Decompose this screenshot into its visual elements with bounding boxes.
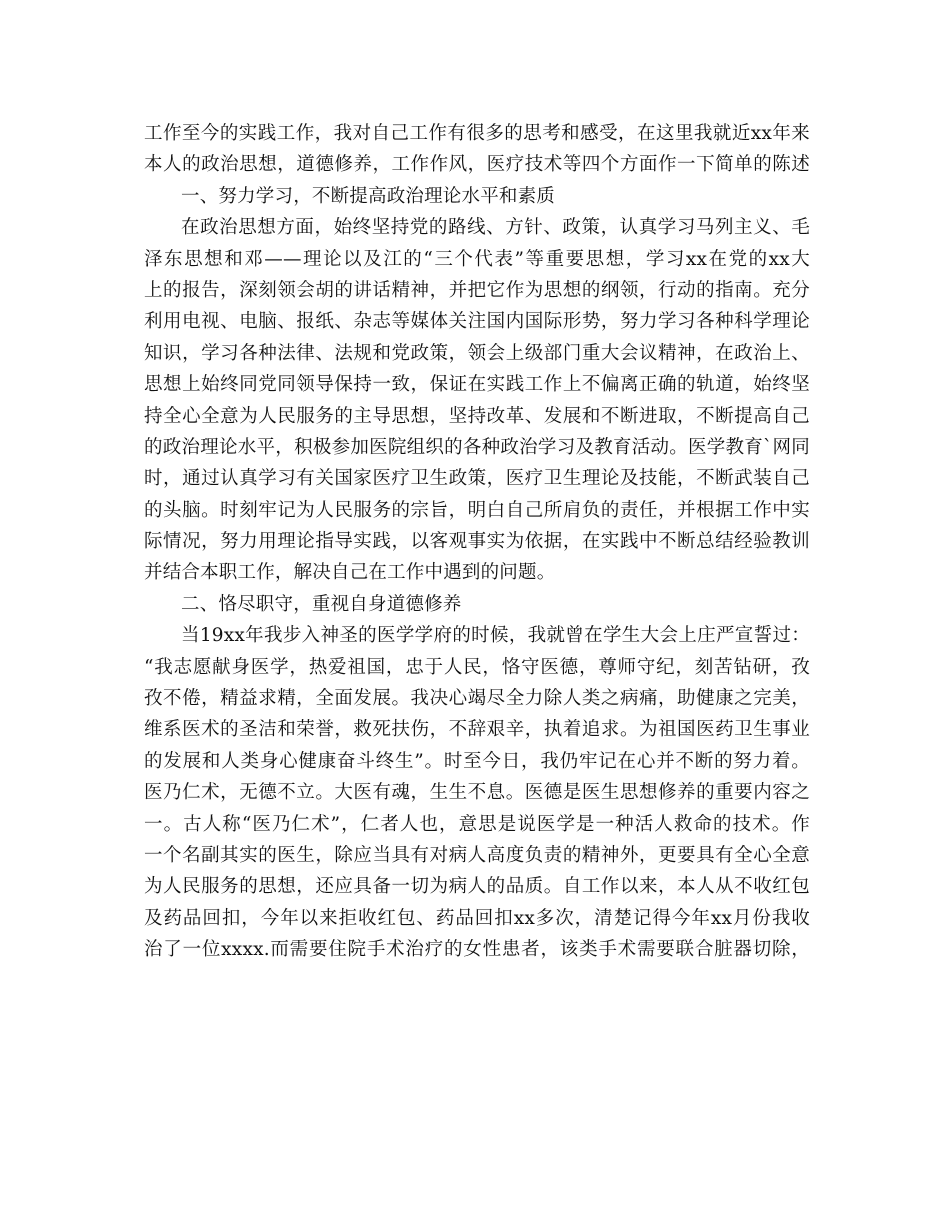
text-line: 持全心全意为人民服务的主导思想，坚持改革、发展和不断进取，不断提高自己 — [144, 405, 810, 427]
text-line: 上的报告，深刻领会胡的讲话精神，并把它作为思想的纲领，行动的指南。充分 — [144, 279, 810, 301]
text-line: 一。古人称“医乃仁术”，仁者人也，意思是说医学是一种活人救命的技术。作 — [144, 813, 810, 835]
text-line: 知识，学习各种法律、法规和党政策，领会上级部门重大会议精神，在政治上、 — [144, 342, 810, 364]
paragraph-end-line: 并结合本职工作，解决自己在工作中遇到的问题。 — [144, 562, 556, 584]
text-line: 治了一位xxxx.而需要住院手术治疗的女性患者，该类手术需要联合脏器切除， — [144, 939, 810, 961]
text-line: 思想上始终同党同领导保持一致，保证在实践工作上不偏离正确的轨道，始终坚 — [144, 374, 810, 396]
text-line: 的发展和人类身心健康奋斗终生”。时至今日，我仍牢记在心并不断的努力着。 — [144, 750, 810, 772]
text-line: 的政治理论水平，积极参加医院组织的各种政治学习及教育活动。医学教育`网同 — [144, 436, 810, 458]
text-line: 工作至今的实践工作，我对自己工作有很多的思考和感受，在这里我就近xx年来 — [144, 123, 810, 144]
section-heading: 一、努力学习，不断提高政治理论水平和素质 — [181, 185, 556, 207]
text-line: 本人的政治思想，道德修养，工作作风，医疗技术等四个方面作一下简单的陈述 — [144, 154, 810, 176]
text-line: 利用电视、电脑、报纸、杂志等媒体关注国内国际形势，努力学习各种科学理论 — [144, 311, 810, 333]
text-line: 泽东思想和邓——理论以及江的“三个代表”等重要思想，学习xx在党的xx大 — [144, 248, 810, 270]
text-line: “我志愿献身医学，热爱祖国，忠于人民，恪守医德，尊师守纪，刻苦钻研，孜 — [144, 656, 810, 678]
text-line: 维系医术的圣洁和荣誉，救死扶伤，不辞艰辛，执着追求。为祖国医药卫生事业 — [144, 719, 810, 741]
text-line: 时，通过认真学习有关国家医疗卫生政策，医疗卫生理论及技能，不断武装自己 — [144, 468, 810, 490]
text-line: 孜不倦，精益求精，全面发展。我决心竭尽全力除人类之病痛，助健康之完美， — [144, 688, 810, 710]
text-line: 一个名副其实的医生，除应当具有对病人高度负责的精神外，更要具有全心全意 — [144, 844, 810, 866]
section-heading: 二、恪尽职守，重视自身道德修养 — [181, 593, 462, 615]
paragraph-start-line: 在政治思想方面，始终坚持党的路线、方针、政策，认真学习马列主义、毛 — [181, 217, 810, 239]
text-line: 的头脑。时刻牢记为人民服务的宗旨，明白自己所肩负的责任，并根据工作中实 — [144, 499, 810, 521]
text-line: 际情况，努力用理论指导实践，以客观事实为依据，在实践中不断总结经验教训 — [144, 531, 810, 553]
text-line: 为人民服务的思想，还应具备一切为病人的品质。自工作以来，本人从不收红包 — [144, 876, 810, 898]
text-line: 及药品回扣，今年以来拒收红包、药品回扣xx多次，清楚记得今年xx月份我收 — [144, 907, 810, 929]
paragraph-start-line: 当19xx年我步入神圣的医学学府的时候，我就曾在学生大会上庄严宣誓过： — [181, 625, 810, 647]
document-body — [144, 118, 810, 966]
text-line: 医乃仁术，无德不立。大医有魂，生生不息。医德是医生思想修养的重要内容之 — [144, 782, 810, 804]
